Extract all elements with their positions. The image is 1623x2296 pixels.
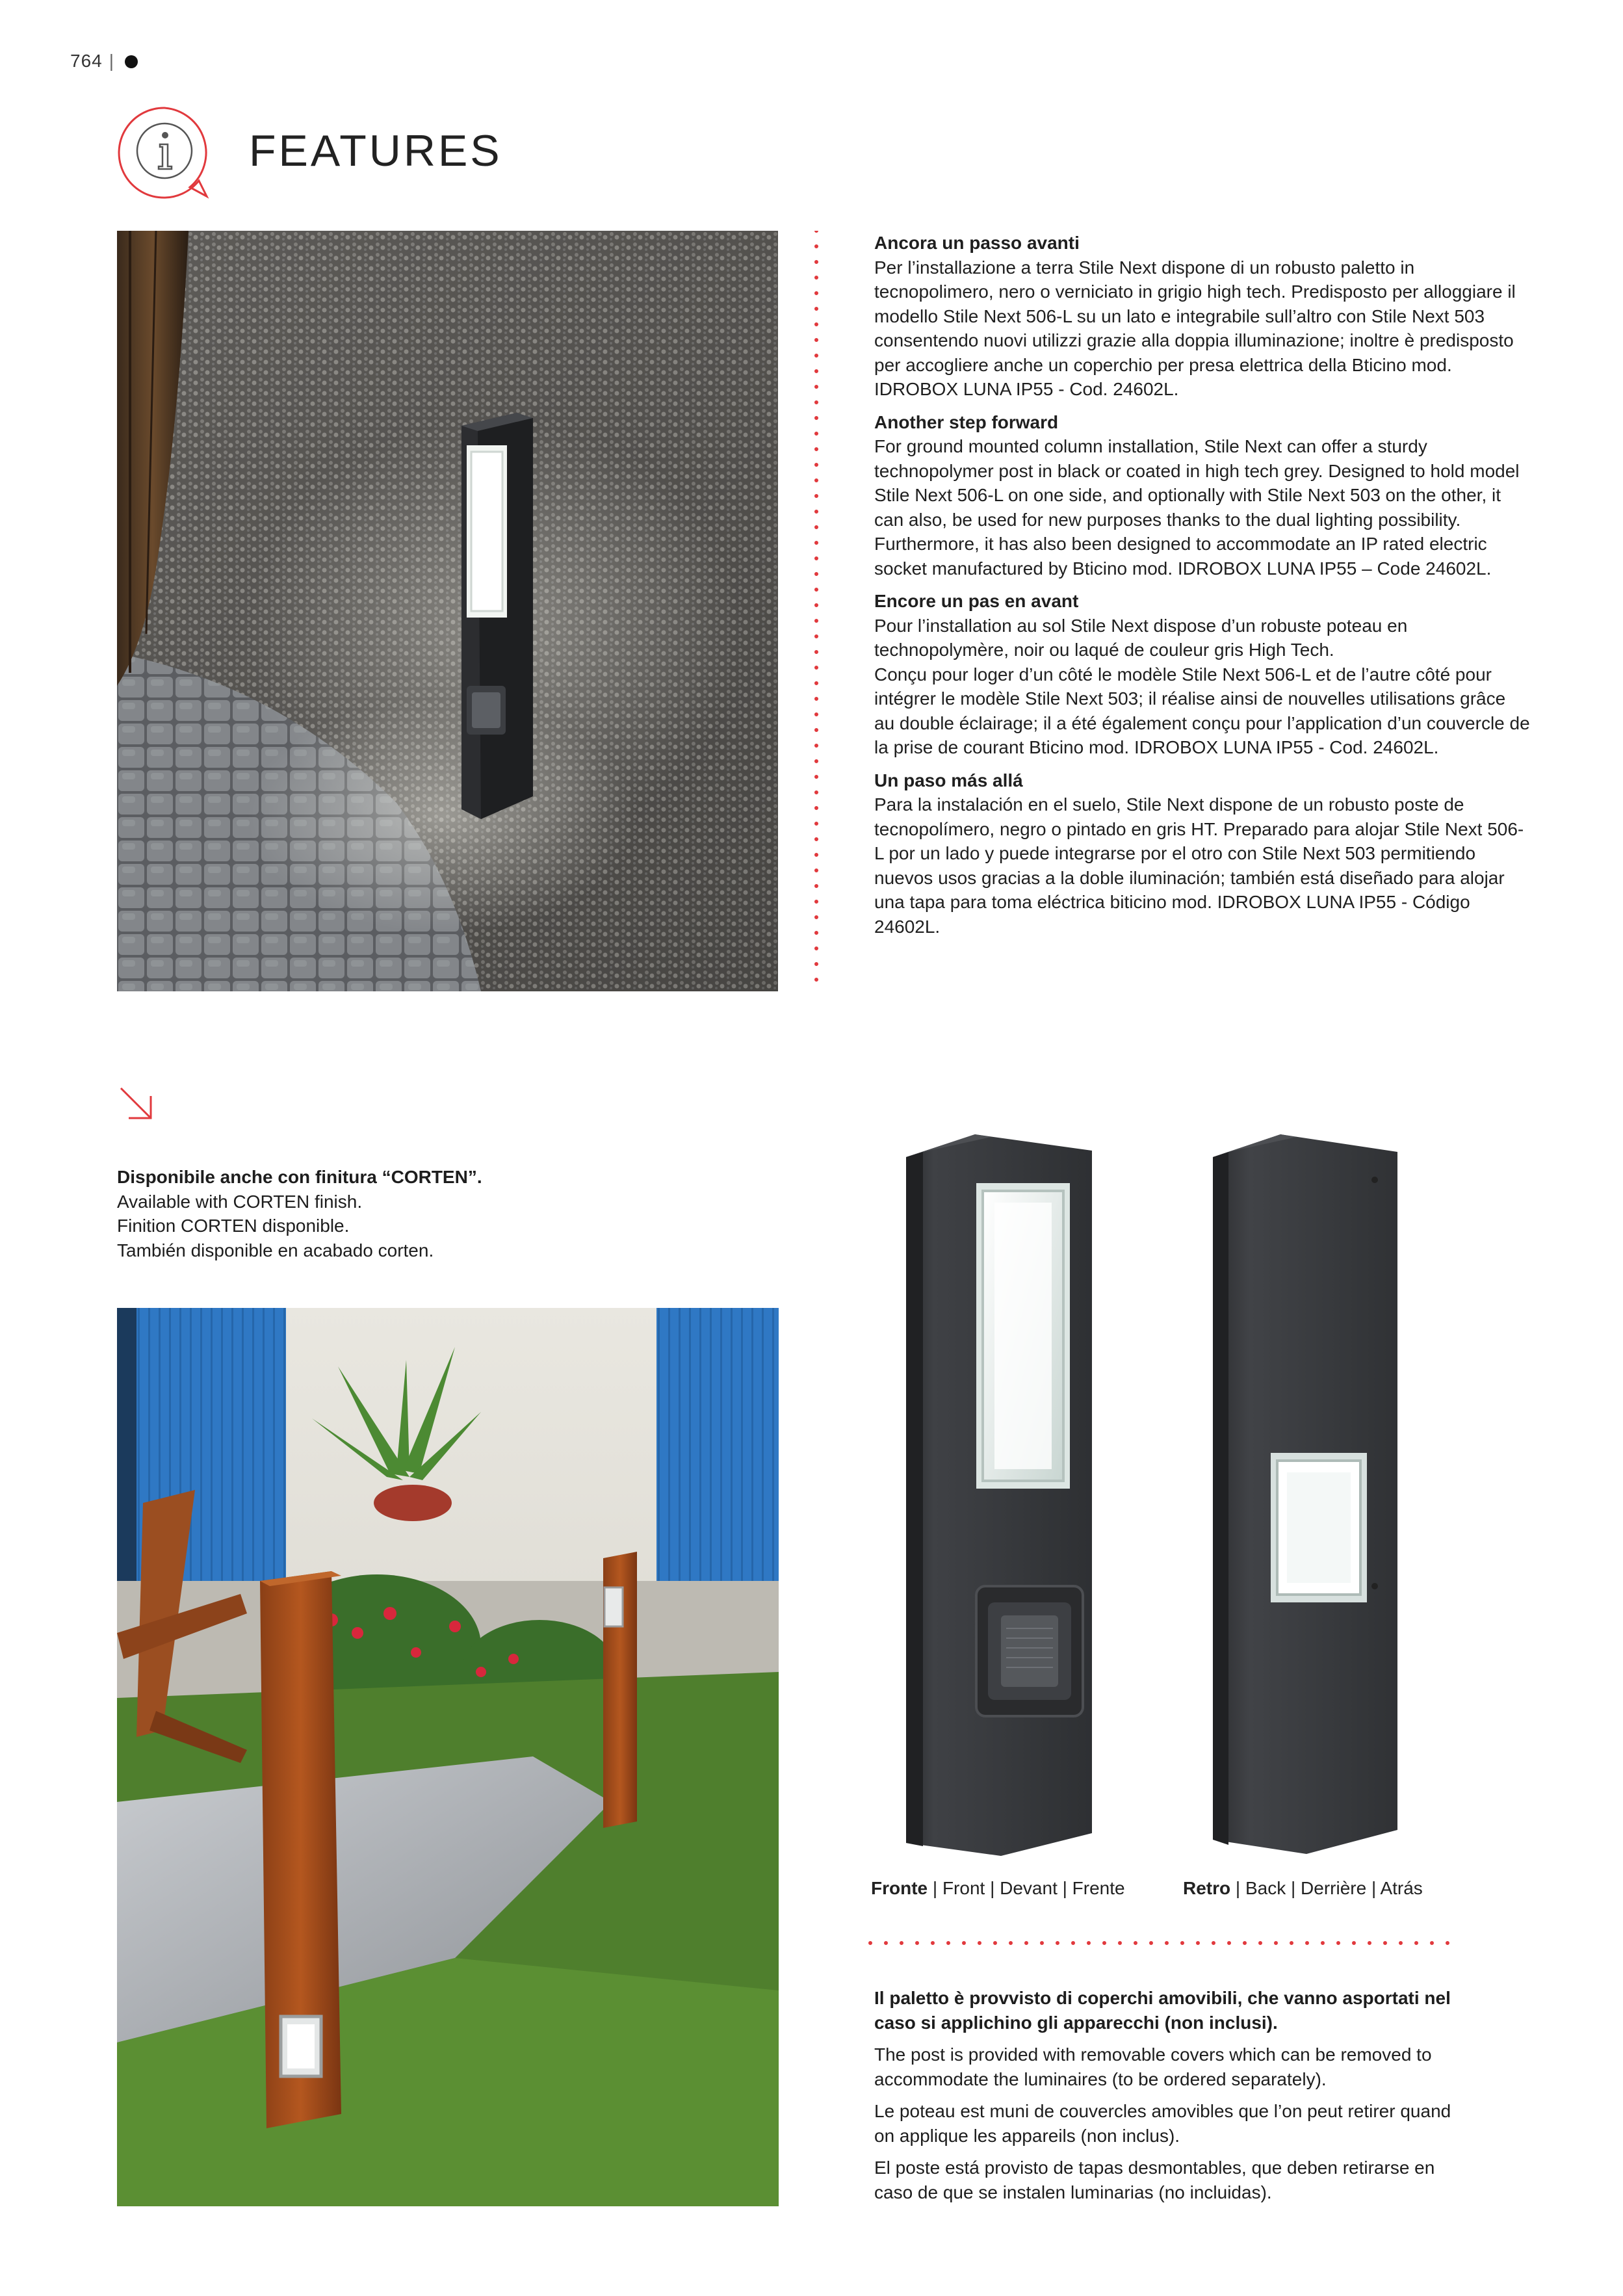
info-speech-bubble-icon (116, 104, 213, 202)
note-heading: Il paletto è provvisto di coperchi amovibili, che vanno asportati nel caso si applichino gli apparecchi (non inclusi). (874, 1988, 1451, 2033)
note-spanish: El poste está provisto de tapas desmontables, que deben retirarse en caso de que se instalen luminarias (no incluidas). (874, 2158, 1435, 2202)
removable-covers-note (874, 1986, 1459, 2212)
section-heading: Encore un pas en avant (874, 591, 1079, 611)
corten-finish-note (117, 1165, 702, 1262)
bollard-back-photo (1209, 1131, 1404, 1859)
arrow-down-right-icon (117, 1084, 156, 1123)
section-english (874, 410, 1531, 581)
note-english: The post is provided with removable covers which can be removed to accommodate the luminaires (to be ordered separately). (874, 2044, 1432, 2089)
page-number (70, 51, 138, 72)
back-caption (1183, 1878, 1423, 1899)
front-caption-translations: | Front | Devant | Frente (928, 1878, 1125, 1898)
corten-english: Available with CORTEN finish. (117, 1191, 363, 1212)
corten-bollards-photo (117, 1308, 779, 2206)
note-french: Le poteau est muni de couvercles amovibles que l’on peut retirer quand on applique les appareils (non inclus). (874, 2101, 1451, 2146)
front-caption-label: Fronte (871, 1878, 928, 1898)
bullet-dot-icon (125, 55, 138, 68)
page-number-value: 764 (70, 51, 103, 71)
front-caption (871, 1878, 1125, 1899)
section-body: Pour l’installation au sol Stile Next dispose d’un robuste poteau en technopolymère, noir ou laqué de couleur gris High Tech. (874, 615, 1408, 660)
back-caption-label: Retro (1183, 1878, 1231, 1898)
corten-spanish: También disponible en acabado corten. (117, 1240, 434, 1260)
section-french (874, 589, 1531, 760)
section-body: Per l’installazione a terra Stile Next dispone di un robusto paletto in tecnopolimero, nero o verniciato in grigio high tech. Predisposto per alloggiare il modello Stile Next 506-L su un lato e integrabile sull’altro con Stile Next 503 consentendo nuovi utilizzi grazie alla doppia illuminazione; inoltre è predisposto per accogliere anche un coperchio per presa elettrica della Bticino mod. IDROBOX LUNA IP55 - Cod. 24602L. (874, 257, 1516, 399)
corten-heading: Disponibile anche con finitura “CORTEN”. (117, 1167, 482, 1187)
vertical-dotted-divider (814, 231, 819, 991)
section-body: For ground mounted column installation, Stile Next can offer a sturdy technopolymer post in black or coated in high tech grey. Designed to hold model Stile Next 506-L on one side, and optionally with Stile Next 503 on the other, it can also, be used for new purposes thanks to the dual lighting possibility. Furthermore, it has also been designed to accommodate an IP rated electric socket manufactured by Bticino mod. IDROBOX LUNA IP55 – Code 24602L. (874, 436, 1520, 579)
description-column (874, 231, 1531, 947)
page-number-separator: | (109, 51, 114, 71)
horizontal-dotted-divider (868, 1940, 1466, 1946)
section-heading: Un paso más allá (874, 770, 1023, 790)
night-bollard-photo (117, 231, 778, 991)
section-heading: Another step forward (874, 411, 1059, 432)
section-heading: Ancora un passo avanti (874, 233, 1080, 253)
section-body: Para la instalación en el suelo, Stile Next dispone de un robusto poste de tecnopolímero, negro o pintado en gris HT. Preparado para alojar Stile Next 506-L por un lado y puede integrarse por el otro con Stile Next 503 permitiendo nuevos usos gracias a la doble iluminación; también está diseñado para alojar una tapa para toma eléctrica biticino mod. IDROBOX LUNA IP55 - Código 24602L. (874, 794, 1524, 937)
corten-french: Finition CORTEN disponible. (117, 1216, 350, 1236)
section-spanish (874, 768, 1531, 939)
bollard-front-photo (897, 1131, 1105, 1859)
section-body: Conçu pour loger d’un côté le modèle Stile Next 506-L et de l’autre côté pour intégrer le modèle Stile Next 503; il réalise ainsi de nouvelles utilisations grâce au double éclairage; il a été également conçu pour l’application d’un couvercle de la prise de courant Bticino mod. IDROBOX LUNA IP55 - Cod. 24602L. (874, 664, 1530, 757)
back-caption-translations: | Back | Derrière | Atrás (1230, 1878, 1423, 1898)
section-italian (874, 231, 1531, 402)
page-title: FEATURES (249, 126, 502, 176)
